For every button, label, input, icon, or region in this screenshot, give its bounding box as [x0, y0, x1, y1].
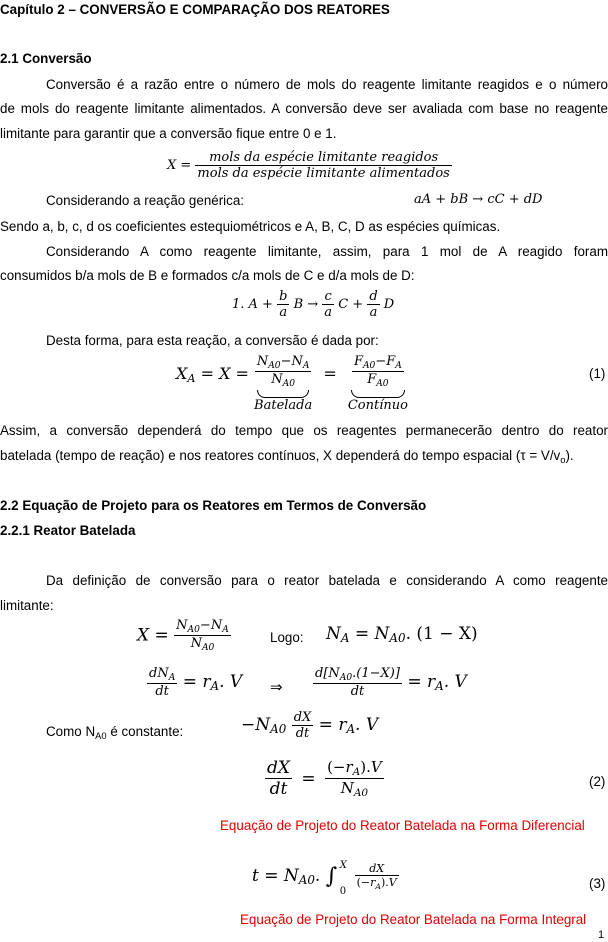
paragraph-line: limitante para garantir que a conversão fique entre 0 e 1. — [0, 126, 337, 141]
constant-balance-equation: $-N_{A0}$ $\frac{dX}{dt}$ = $r_A$. V — [241, 710, 379, 741]
paragraph-line: Considerando A como reagente limitante, assim, para 1 mol de A reagido foram — [46, 244, 608, 259]
paragraph-line: batelada (tempo de reação) e nos reatores contínuos, X dependerá do tempo espacial $(\tau = V/v_o)$. — [0, 448, 574, 465]
batch-fraction: $\frac{N_{A0}-N_A}{N_{A0}}$ Batelada — [254, 354, 313, 413]
caption-equation-3: Equação de Projeto do Reator Batelada na Forma Integral — [240, 912, 587, 927]
constant-note: Como $N_{A0}$ é constante: — [46, 724, 184, 741]
equation-1: $X_A = X$ = $\frac{N_{A0}-N_A}{N_{A0}}$ Batelada = $\frac{F_{A0}-F_A}{F_{A0}}$ Contínuo — [176, 354, 408, 413]
paragraph-line: Desta forma, para esta reação, a conversão é dada por: — [46, 333, 379, 348]
equation-number-1: (1) — [589, 366, 606, 381]
na-expression: $N_A = N_{A0}$. (1 − X) — [326, 624, 478, 645]
equation-3: $t = N_{A0}$. ∫ X 0 $\frac{dX}{(-r_A).V}$ — [252, 860, 397, 897]
equation-number-3: (3) — [589, 876, 606, 891]
subsection-heading-2-2-1: 2.2.1 Reator Batelada — [0, 523, 136, 538]
conversion-definition-equation: X = $\frac{\text{mols da espécie limitante reagidos}}{\text{mols da espécie limitante alimentados}}$ — [167, 150, 450, 181]
conversion-batch-equation: X = $\frac{N_{A0}-N_A}{N_{A0}}$ — [137, 618, 229, 653]
generic-reaction-label: Considerando a reação genérica: — [46, 193, 245, 208]
paragraph-line: limitante: — [0, 598, 54, 613]
implies-symbol: ⇒ — [270, 679, 283, 696]
coefficients-line: Sendo a, b, c, d os coeficientes estequiométricos e A, B, C, D as espécies químicas. — [0, 219, 501, 234]
section-heading-2-1: 2.1 Conversão — [0, 51, 92, 66]
paragraph-line: Da definição de conversão para o reator batelada e considerando A como reagente — [46, 573, 608, 588]
paragraph-line: Assim, a conversão dependerá do tempo que os reagentes permanecerão dentro do reator — [0, 423, 608, 438]
normalized-reaction-equation: 1. A + $\frac{b}{a}$ B → $\frac{c}{a}$ C + $\frac{d}{a}$ D — [232, 289, 395, 320]
logo-label: Logo: — [270, 630, 304, 645]
paragraph-line: Conversão é a razão entre o número de mols do reagente limitante reagidos e o número — [46, 77, 608, 92]
continuous-fraction: $\frac{F_{A0}-F_A}{F_{A0}}$ Contínuo — [347, 354, 408, 413]
generic-reaction-equation: aA + bB → cC + dD — [414, 192, 543, 207]
paragraph-line: consumidos b/a mols de B e formados c/a mols de C e d/a mols de D: — [0, 268, 415, 283]
chapter-title: Capítulo 2 – CONVERSÃO E COMPARAÇÃO DOS REATORES — [0, 2, 390, 17]
page-number: 1 — [598, 929, 605, 941]
mole-balance-equation: $\frac{dN_A}{dt}$ = $r_A$. V — [149, 666, 243, 699]
equation-number-2: (2) — [589, 774, 606, 789]
caption-equation-2: Equação de Projeto do Reator Batelada na Forma Diferencial — [220, 818, 585, 833]
section-heading-2-2: 2.2 Equação de Projeto para os Reatores em Termos de Conversão — [0, 498, 427, 513]
substituted-balance-equation: $\frac{d[N_{A0}.(1-X)]}{dt}$ = $r_A$. V — [315, 666, 467, 699]
paragraph-line: de mols do reagente limitante alimentados. A conversão deve ser avaliada com base no reagente — [0, 101, 608, 116]
equation-2: $\frac{dX}{dt}$ = $\frac{(-r_A).V}{N_{A0}}$ — [267, 758, 382, 799]
